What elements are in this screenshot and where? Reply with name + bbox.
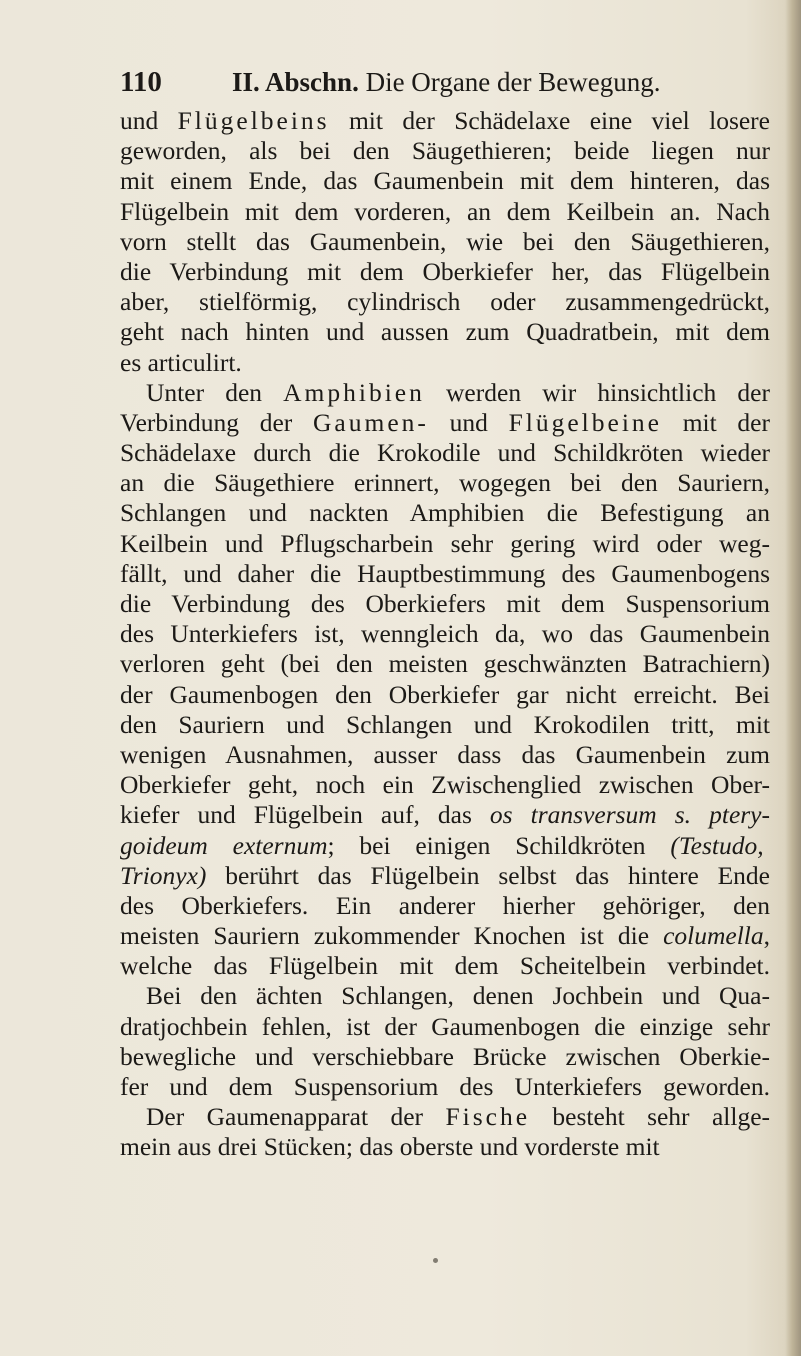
- text-run: vorn stellt das Gaumenbein, wie bei den Säugethieren,: [120, 226, 770, 256]
- text-run: des Unterkiefers ist, wenngleich da, wo das Gaumenbein: [120, 619, 770, 649]
- text-line: [120, 1012, 770, 1042]
- text-line: [120, 136, 770, 166]
- text-run: wenigen Ausnahmen, ausser dass das Gaumenbein zum: [120, 739, 770, 769]
- text-line: [120, 317, 770, 347]
- text-run: geht nach hinten und aussen zum Quadratbein, mit dem: [120, 317, 770, 347]
- text-line: [120, 770, 770, 800]
- text-run: geworden, als bei den Säugethieren; beide liegen nur: [120, 136, 770, 166]
- text-run: mit einem Ende, das Gaumenbein mit dem hinteren, das: [120, 166, 770, 196]
- spaced-emphasis: Fische: [445, 1102, 531, 1132]
- spaced-emphasis: Flügelbeine: [508, 407, 662, 437]
- text-run: aber, stielförmig, cylindrisch oder zusammengedrückt,: [120, 287, 770, 317]
- running-title: [232, 62, 660, 102]
- text-run: werden wir hinsichtlich der: [424, 377, 770, 407]
- running-header: [120, 62, 680, 102]
- text-line: [120, 106, 770, 136]
- text-run: ; bei einigen Schildkröten: [327, 830, 671, 860]
- text-line: [120, 861, 770, 891]
- text-run: die Verbindung des Oberkiefers mit dem Suspensorium: [120, 589, 770, 618]
- text-line: [120, 348, 770, 378]
- text-line: [120, 589, 770, 619]
- text-line: [120, 891, 770, 921]
- text-run: Bei den ächten Schlangen, denen Jochbein und Qua-: [146, 981, 770, 1011]
- spaced-emphasis: Amphibien: [283, 377, 425, 407]
- text-line: [120, 951, 770, 981]
- text-line: [120, 619, 770, 649]
- text-run: fer und dem Suspensorium des Unterkiefers geworden.: [120, 1072, 770, 1101]
- text-line: [120, 680, 770, 710]
- text-run: bewegliche und verschiebbare Brücke zwischen Oberkie-: [120, 1041, 770, 1071]
- text-run: ,: [763, 921, 770, 951]
- text-run: Verbindung der: [120, 407, 313, 437]
- text-run: mit der Schädelaxe eine viel losere: [329, 106, 770, 135]
- text-line: [120, 227, 770, 257]
- text-line: [120, 800, 770, 830]
- text-run: es articulirt.: [120, 347, 242, 377]
- text-run: Oberkiefer geht, noch ein Zwischenglied zwischen Ober-: [120, 770, 770, 800]
- text-run: besteht sehr allge-: [530, 1102, 771, 1132]
- text-run: der Gaumenbogen den Oberkiefer gar nicht erreicht. Bei: [120, 679, 770, 709]
- italic-term: columella: [663, 921, 764, 951]
- text-line: [120, 559, 770, 589]
- italic-term: goideum externum: [120, 830, 328, 860]
- italic-term: os transversum s. ptery-: [489, 800, 770, 830]
- text-line: [120, 197, 770, 227]
- text-line: [120, 981, 770, 1011]
- text-line: [120, 408, 770, 438]
- body-text: [120, 106, 770, 1163]
- text-run: den Sauriern und Schlangen und Krokodilen tritt, mit: [120, 709, 770, 739]
- text-line: [120, 257, 770, 287]
- text-line: [120, 740, 770, 770]
- text-line: [120, 166, 770, 196]
- text-run: an die Säugethiere erinnert, wogegen bei den Sauriern,: [120, 468, 770, 498]
- text-run: des Oberkiefers. Ein anderer hierher gehöriger, den: [120, 890, 770, 920]
- text-run: und: [428, 407, 509, 437]
- text-run: mit der: [661, 407, 770, 437]
- text-run: dratjochbein fehlen, ist der Gaumenbogen die einzige sehr: [120, 1011, 770, 1041]
- section-label: II. Abschn.: [232, 67, 359, 97]
- text-line: [120, 529, 770, 559]
- spaced-emphasis: Flügelbeins: [177, 106, 330, 135]
- text-run: Der Gaumenapparat der: [146, 1102, 446, 1132]
- text-run: mein aus drei Stücken; das oberste und vorderste mit: [120, 1132, 660, 1162]
- spaced-emphasis: Gaumen-: [313, 407, 429, 437]
- text-run: fällt, und daher die Hauptbestimmung des Gaumenbogens: [120, 558, 770, 588]
- text-run: Schädelaxe durch die Krokodile und Schildkröten wieder: [120, 438, 770, 468]
- text-run: Unter den: [146, 377, 284, 407]
- text-run: und: [120, 106, 178, 135]
- italic-term: Trionyx): [120, 860, 207, 890]
- text-line: [120, 468, 770, 498]
- page-number: 110: [120, 66, 162, 98]
- text-run: Schlangen und nackten Amphibien die Befestigung an: [120, 498, 770, 528]
- text-run: kiefer und Flügelbein auf, das: [120, 800, 490, 830]
- text-run: meisten Sauriern zukommender Knochen ist die: [120, 921, 664, 951]
- text-line: [120, 438, 770, 468]
- italic-term: (Testudo,: [670, 830, 770, 860]
- page-edge-shadow: [785, 0, 801, 1356]
- text-run: berührt das Flügelbein selbst das hintere Ende: [206, 860, 770, 890]
- chapter-title: Die Organe der Bewegung.: [365, 67, 661, 97]
- text-run: Keilbein und Pflugscharbein sehr gering wird oder weg-: [120, 528, 770, 558]
- text-run: Flügelbein mit dem vorderen, an dem Keilbein an. Nach: [120, 196, 770, 226]
- text-run: verloren geht (bei den meisten geschwänzten Batrachiern): [120, 649, 770, 679]
- text-line: [120, 498, 770, 528]
- text-line: [120, 1072, 770, 1102]
- text-line: [120, 1132, 770, 1162]
- ink-speck: [433, 1258, 438, 1263]
- text-line: [120, 1042, 770, 1072]
- text-line: [120, 831, 770, 861]
- text-line: [120, 378, 770, 408]
- text-line: [120, 1102, 770, 1132]
- text-line: [120, 287, 770, 317]
- text-line: [120, 710, 770, 740]
- text-line: [120, 649, 770, 679]
- text-line: [120, 921, 770, 951]
- text-run: die Verbindung mit dem Oberkiefer her, das Flügelbein: [120, 256, 770, 286]
- text-run: welche das Flügelbein mit dem Scheitelbein verbindet.: [120, 951, 770, 981]
